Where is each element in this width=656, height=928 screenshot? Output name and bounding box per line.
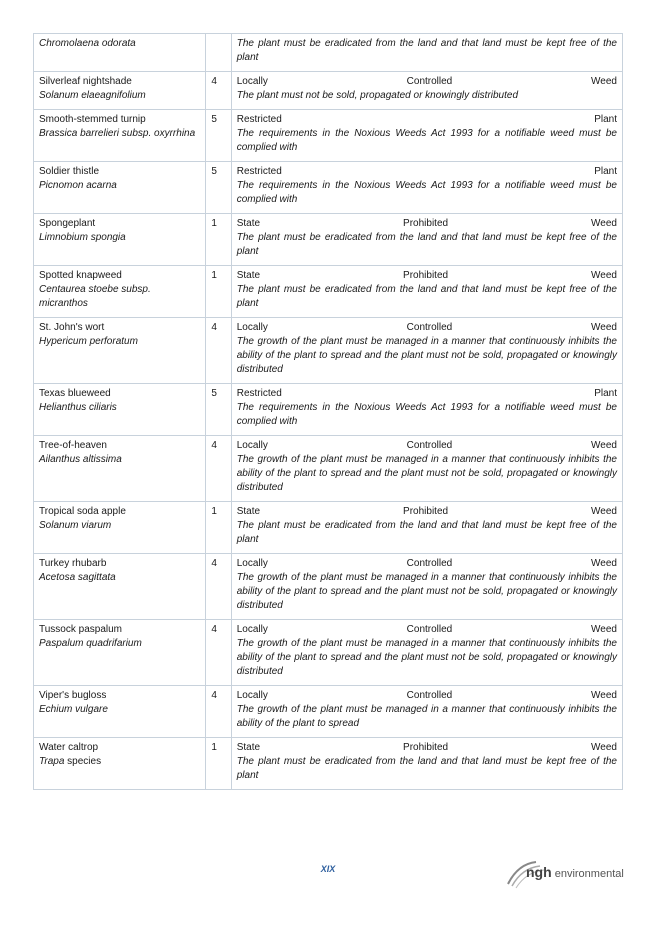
control-requirement-cell — [231, 554, 622, 620]
scientific-name-text: Solanum viarum — [39, 520, 112, 531]
weed-category — [237, 741, 617, 755]
control-requirement-cell — [231, 686, 622, 738]
scientific-name — [39, 401, 200, 415]
weed-name-cell — [34, 502, 206, 554]
weed-category-word: Prohibited — [403, 270, 449, 281]
weed-category-word: Restricted — [236, 166, 282, 177]
scientific-name — [39, 453, 200, 467]
weed-category-word: Prohibited — [403, 742, 449, 753]
common-name: Tropical soda apple — [39, 506, 126, 517]
ngh-environmental-logo — [506, 858, 622, 890]
table-row — [34, 738, 623, 790]
scientific-name — [39, 637, 200, 651]
control-requirement-cell — [231, 72, 622, 110]
weed-name-cell — [34, 318, 206, 384]
weed-category-word: Locally — [236, 322, 268, 333]
weed-category-word: Weed — [591, 76, 617, 87]
scientific-name-text: Echium vulgare — [39, 704, 108, 715]
weed-class-cell: 1 — [206, 738, 231, 790]
scientific-name — [39, 127, 200, 141]
weed-category-word: State — [236, 270, 261, 281]
table-row — [34, 502, 623, 554]
weed-category — [237, 387, 617, 401]
weed-category-word: Restricted — [236, 388, 282, 399]
scientific-name — [39, 179, 200, 193]
common-name: Soldier thistle — [39, 166, 100, 177]
weed-category-word: Controlled — [406, 76, 453, 87]
scientific-name-text: Solanum elaeagnifolium — [39, 90, 146, 101]
weed-category-word: Weed — [591, 742, 617, 753]
control-requirement-text: The growth of the plant must be managed in a manner that continuously inhibits the ability of the plant to spread and the plant must not be sold, propagated or knowingly distributed — [236, 572, 617, 611]
weeds-table-body — [34, 34, 623, 790]
weed-name-cell — [34, 72, 206, 110]
weed-name-cell — [34, 620, 206, 686]
table-row — [34, 72, 623, 110]
weed-category-word: Locally — [236, 558, 268, 569]
scientific-name — [39, 335, 200, 349]
weed-class-cell — [206, 34, 231, 72]
weed-name-cell — [34, 110, 206, 162]
control-requirement-cell — [231, 110, 622, 162]
scientific-name-text: Trapa — [39, 756, 65, 767]
control-requirement-text: The requirements in the Noxious Weeds Act 1993 for a notifiable weed must be complied with — [236, 402, 617, 427]
common-name: Turkey rhubarb — [39, 558, 107, 569]
scientific-name-suffix: species — [67, 756, 102, 767]
control-requirement-cell — [231, 162, 622, 214]
weed-class-cell: 4 — [206, 436, 231, 502]
weed-name-cell — [34, 34, 206, 72]
weed-name-cell — [34, 738, 206, 790]
control-requirement-text: The growth of the plant must be managed in a manner that continuously inhibits the ability of the plant to spread and the plant must not be sold, propagated or knowingly distributed — [236, 454, 617, 493]
weed-category — [237, 269, 617, 283]
control-requirement-text: The growth of the plant must be managed in a manner that continuously inhibits the ability of the plant to spread and the plant must not be sold, propagated or knowingly distributed — [236, 638, 617, 677]
scientific-name-text: Chromolaena odorata — [39, 38, 136, 49]
common-name: Viper's bugloss — [39, 690, 107, 701]
weed-category-word: Weed — [591, 322, 617, 333]
page-number: XIX — [320, 864, 336, 874]
common-name: Silverleaf nightshade — [39, 76, 132, 87]
weed-class-cell: 4 — [206, 318, 231, 384]
table-row — [34, 436, 623, 502]
weed-name-cell — [34, 686, 206, 738]
scientific-name-text: Paspalum quadrifarium — [39, 638, 142, 649]
weed-name-cell — [34, 266, 206, 318]
weed-category-word: State — [236, 506, 261, 517]
control-requirement-cell — [231, 266, 622, 318]
scientific-name-text: Hypericum perforatum — [39, 336, 138, 347]
weed-class-cell: 4 — [206, 554, 231, 620]
weed-class-cell: 1 — [206, 214, 231, 266]
weed-name-cell — [34, 554, 206, 620]
scientific-name — [39, 519, 200, 533]
weed-category-word: Controlled — [406, 558, 453, 569]
weed-category-word: Restricted — [236, 114, 282, 125]
weed-category-word: Controlled — [406, 690, 453, 701]
weed-category-word: Locally — [236, 624, 268, 635]
table-row — [34, 162, 623, 214]
weed-category — [237, 439, 617, 453]
control-requirement-cell — [231, 620, 622, 686]
scientific-name-text: Ailanthus altissima — [39, 454, 122, 465]
weed-class-cell: 5 — [206, 110, 231, 162]
scientific-name — [39, 283, 200, 311]
weed-category-word: Locally — [236, 690, 268, 701]
weed-category — [237, 165, 617, 179]
weed-category-word: Plant — [594, 114, 617, 125]
scientific-name-text: Brassica barrelieri subsp. oxyrrhina — [39, 128, 196, 139]
control-requirement-cell — [231, 436, 622, 502]
table-row — [34, 686, 623, 738]
common-name: Spongeplant — [39, 218, 96, 229]
weed-category — [237, 505, 617, 519]
weed-class-cell: 4 — [206, 686, 231, 738]
weed-category — [237, 113, 617, 127]
weed-class-cell: 5 — [206, 384, 231, 436]
common-name: Smooth-stemmed turnip — [39, 114, 146, 125]
weed-category-word: Controlled — [406, 322, 453, 333]
weed-category — [237, 557, 617, 571]
scientific-name-text: Helianthus ciliaris — [39, 402, 117, 413]
weed-category-word: Weed — [591, 558, 617, 569]
weed-name-cell — [34, 214, 206, 266]
weed-category — [237, 623, 617, 637]
common-name: Tree-of-heaven — [39, 440, 107, 451]
table-row — [34, 384, 623, 436]
weed-category-word: Weed — [591, 218, 617, 229]
table-row — [34, 318, 623, 384]
control-requirement-text: The plant must be eradicated from the land and that land must be kept free of the plant — [236, 284, 617, 309]
weed-category-word: State — [236, 218, 261, 229]
weed-category-word: Prohibited — [403, 218, 449, 229]
weed-category-word: State — [236, 742, 261, 753]
weeds-table — [33, 33, 623, 790]
weed-category — [237, 689, 617, 703]
table-row — [34, 214, 623, 266]
weed-class-cell: 1 — [206, 502, 231, 554]
weed-name-cell — [34, 384, 206, 436]
weed-category-word: Weed — [591, 270, 617, 281]
weed-category-word: Locally — [236, 76, 268, 87]
control-requirement-cell — [231, 34, 622, 72]
weed-category-word: Plant — [594, 166, 617, 177]
common-name: Spotted knapweed — [39, 270, 122, 281]
control-requirement-text: The growth of the plant must be managed in a manner that continuously inhibits the ability of the plant to spread and the plant must not be sold, propagated or knowingly distributed — [236, 336, 617, 375]
control-requirement-text: The plant must be eradicated from the land and that land must be kept free of the plant — [236, 520, 617, 545]
scientific-name — [39, 89, 200, 103]
common-name: Water caltrop — [39, 742, 99, 753]
common-name: Texas blueweed — [39, 388, 111, 399]
weed-name-cell — [34, 436, 206, 502]
weed-class-cell: 4 — [206, 72, 231, 110]
weed-class-cell: 4 — [206, 620, 231, 686]
scientific-name-text: Limnobium spongia — [39, 232, 126, 243]
logo-environmental: environmental — [554, 868, 624, 880]
weed-category-word: Plant — [594, 388, 617, 399]
weed-category — [237, 321, 617, 335]
scientific-name — [39, 755, 200, 769]
scientific-name-text: Centaurea stoebe subsp. micranthos — [39, 284, 151, 309]
weed-category — [237, 75, 617, 89]
table-row — [34, 34, 623, 72]
control-requirement-cell — [231, 214, 622, 266]
weed-category-word: Weed — [591, 690, 617, 701]
weed-category-word: Weed — [591, 506, 617, 517]
scientific-name — [39, 703, 200, 717]
weed-category-word: Weed — [591, 624, 617, 635]
control-requirement-text: The plant must be eradicated from the land and that land must be kept free of the plant — [236, 38, 617, 63]
table-row — [34, 266, 623, 318]
scientific-name — [39, 571, 200, 585]
logo-text — [526, 864, 624, 880]
scientific-name — [39, 231, 200, 245]
weed-category-word: Controlled — [406, 624, 453, 635]
logo-ngh: ngh — [526, 864, 552, 880]
weed-class-cell: 1 — [206, 266, 231, 318]
scientific-name-text: Acetosa sagittata — [39, 572, 116, 583]
table-row — [34, 620, 623, 686]
weed-category-word: Controlled — [406, 440, 453, 451]
scientific-name-text: Picnomon acarna — [39, 180, 117, 191]
control-requirement-text: The plant must be eradicated from the land and that land must be kept free of the plant — [236, 232, 617, 257]
control-requirement-text: The requirements in the Noxious Weeds Act 1993 for a notifiable weed must be complied with — [236, 128, 617, 153]
control-requirement-cell — [231, 738, 622, 790]
control-requirement-text: The growth of the plant must be managed in a manner that continuously inhibits the ability of the plant to spread — [236, 704, 617, 729]
table-row — [34, 554, 623, 620]
control-requirement-cell — [231, 502, 622, 554]
weed-category-word: Weed — [591, 440, 617, 451]
control-requirement-cell — [231, 318, 622, 384]
common-name: Tussock paspalum — [39, 624, 122, 635]
table-row — [34, 110, 623, 162]
common-name: St. John's wort — [39, 322, 105, 333]
weed-name-cell — [34, 162, 206, 214]
weed-category — [237, 217, 617, 231]
control-requirement-text: The plant must not be sold, propagated or knowingly distributed — [236, 90, 519, 101]
control-requirement-text: The requirements in the Noxious Weeds Act 1993 for a notifiable weed must be complied with — [236, 180, 617, 205]
weed-category-word: Locally — [236, 440, 268, 451]
control-requirement-text: The plant must be eradicated from the land and that land must be kept free of the plant — [236, 756, 617, 781]
control-requirement-cell — [231, 384, 622, 436]
weed-category-word: Prohibited — [403, 506, 449, 517]
weed-class-cell: 5 — [206, 162, 231, 214]
scientific-name — [39, 37, 200, 51]
